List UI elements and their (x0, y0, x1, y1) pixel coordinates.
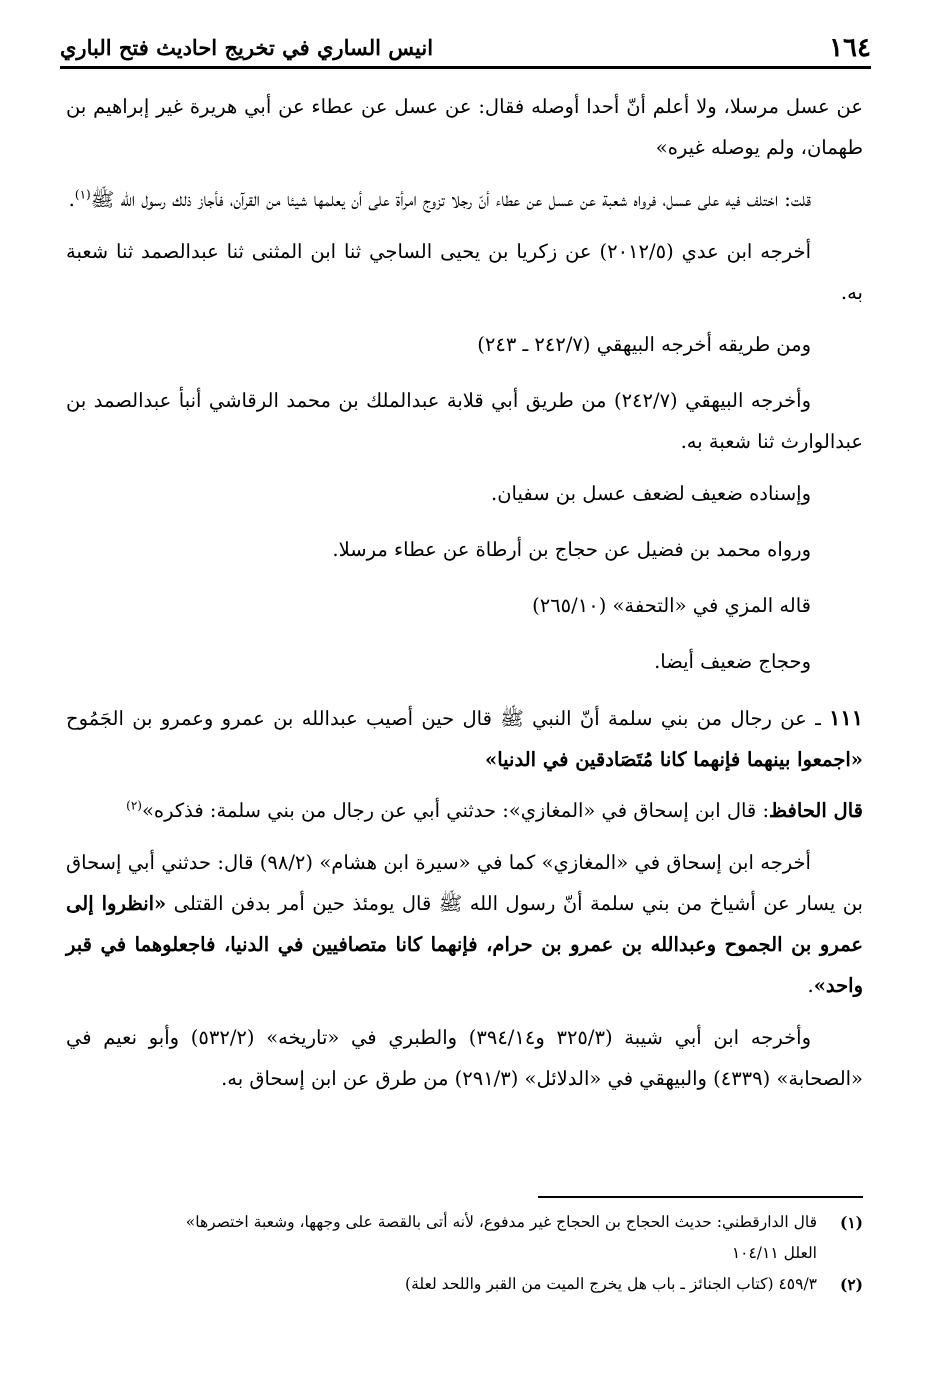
period: . (68, 188, 75, 211)
paragraph-text: قلت: اختلف فيه على عسل، فرواه شعبة عن عسل عن عطاء أنّ رجلا تزوج امرأة على أن يعلمها شيئا من القرآن، فأجاز ذلك رسول الله ﷺ (90, 188, 811, 211)
paragraph: وأخرجه ابن أبي شيبة (٣٢٥/٣ و٣٩٤/١٤) والطبري في «تاريخه» (٥٣٢/٢) وأبو نعيم في «الصحابة» (٤٣٣٩) والبيهقي في «الدلائل» (٢٩١/٣) من طرق عن ابن إسحاق به. (66, 1026, 863, 1090)
paragraph: قاله المزي في «التحفة» (٢٦٥/١٠) (532, 594, 811, 617)
footnote-text (66, 1207, 817, 1269)
takhrij-quote: «انظروا إلى عمرو بن الجموح وعبدالله بن عمرو بن حرام، فإنهما كانا متصافيين في الدنيا، فاجعلوهما في قبر واحد» (66, 892, 863, 997)
footnote-number: (٢) (839, 1275, 863, 1294)
hafiz-label: قال الحافظ (769, 799, 863, 822)
hadith-number: ١١١ (829, 705, 863, 730)
footnote (66, 1269, 863, 1300)
paragraph: وأخرجه البيهقي (٢٤٢/٧) من طريق أبي قلابة عبدالملك بن محمد الرقاشي أنبأ عبدالصمد بن عبدالوارث ثنا شعبة به. (66, 389, 863, 453)
paragraph: عن عسل مرسلا، ولا أعلم أنّ أحدا أوصله فقال: عن عسل عن عطاء عن أبي هريرة غير إبراهيم بن طهمان، ولم يوصله غيره» (66, 95, 863, 159)
hafiz-text: قال ابن إسحاق في «المغازي»: حدثني أبي عن رجال من بني سلمة: فذكره» (141, 799, 757, 822)
paragraph: وإسناده ضعيف لضعف عسل بن سفيان. (491, 482, 811, 505)
footnote-text: ٤٥٩/٣ (كتاب الجنائز ـ باب هل يخرج الميت من القبر واللحد لعلة) (405, 1275, 817, 1293)
hafiz-paragraph (66, 790, 863, 831)
paragraph: ومن طريقه أخرجه البيهقي (٢٤٢/٧ ـ ٢٤٣) (477, 333, 811, 356)
hadith-entry (66, 697, 863, 780)
footnote-ref: (٢) (126, 798, 142, 813)
page-number: ١٦٤ (829, 33, 871, 63)
footnote-line: العلل ١٠٤/١١ (731, 1244, 817, 1262)
period: . (807, 974, 814, 997)
hadith-dash: ـ (806, 707, 830, 730)
footnote (66, 1207, 863, 1269)
paragraph (66, 179, 863, 220)
footnote-ref: (١) (74, 187, 91, 202)
book-title: انيس الساري في تخريج احاديث فتح الباري (60, 35, 434, 60)
footnotes (66, 1207, 863, 1300)
paragraph: ورواه محمد بن فضيل عن حجاج بن أرطاة عن عطاء مرسلا. (332, 538, 811, 561)
running-header (60, 28, 871, 69)
hadith-text: عن رجال من بني سلمة أنّ النبي ﷺ قال حين أصيب عبدالله بن عمرو وعمرو بن الجَمُوح (66, 707, 807, 730)
footnote-number: (١) (839, 1213, 863, 1232)
page-body (66, 86, 863, 1110)
paragraph: وحجاج ضعيف أيضا. (654, 650, 811, 673)
takhrij-text: أخرجه ابن إسحاق في «المغازي» كما في «سيرة ابن هشام» (٩٨/٢) قال: حدثني أبي إسحاق بن يسار عن أشياخ من بني سلمة أنّ رسول الله ﷺ قال يومئذ حين أمر بدفن القتلى (66, 851, 863, 915)
hadith-quote: «اجمعوا بينهما فإنهما كانا مُتَصَادقين في الدنيا» (485, 748, 863, 771)
footnote-line: قال الدارقطني: حديث الحجاج بن الحجاج غير مدفوع، لأنه أتى بالقصة على وجهها، وشعبة اختصرها» (185, 1213, 817, 1231)
hafiz-colon: : (756, 799, 770, 822)
footnote-separator (538, 1196, 863, 1198)
paragraph: أخرجه ابن عدي (٢٠١٢/٥) عن زكريا بن يحيى الساجي ثنا ابن المثنى ثنا عبدالصمد ثنا شعبة به. (66, 240, 863, 304)
paragraph (66, 842, 863, 1006)
